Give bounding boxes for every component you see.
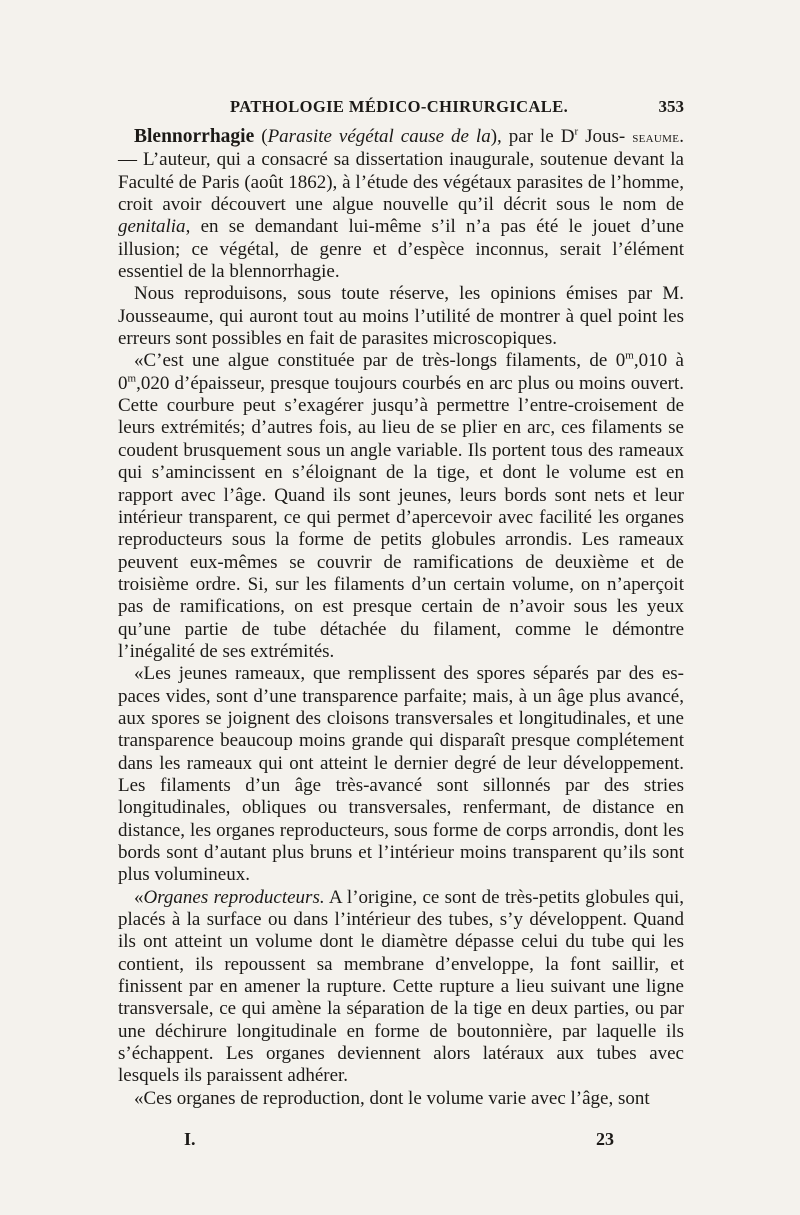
paragraph-organes (118, 887, 684, 1088)
page-header (118, 97, 684, 121)
paragraph-text: , en se demandant lui-même s’il n’a pas été le jouet d’une illusion; ce végétal, de genre et d’espèce inconnus, serait l’élément essentiel de la blennorrhagie. (118, 216, 684, 283)
page-number: 353 (658, 97, 684, 116)
paragraph-reserve: Nous reproduisons, sous toute réserve, les opinions émises par M. Jousseaume, qui auront tout au moins l’utilité de montrer à quel point les erreurs sont possibles en fait de parasites microscopiques. (118, 283, 684, 350)
paragraph-text: . — L’auteur, qui a consacré sa dissertation inaugurale, soutenue devant la Faculté de Paris (août 1862), à l’étude des végétaux parasites de l’homme, croit avoir découvert une algue nouvelle qu’il décrit sous le nom de (118, 126, 684, 216)
meter-superscript: m (127, 372, 137, 385)
paragraph-reproduction: «Ces organes de reproduction, dont le volume varie avec l’âge, sont (134, 1087, 650, 1109)
sheet-number: 23 (596, 1129, 614, 1149)
paragraph-blennorrhagie (118, 126, 684, 283)
paragraph-text: A l’origine, ce sont de très-petits globules qui, placés à la surface ou dans l’intérieur des tubes, s’y développent. Quand ils ont atteint un volume dont le diamètre dépasse celui du tube qui les contient, ils repoussent sa membrane d’enveloppe, la font saillir, et finissent par en amener la rupture. Cette rupture a lieu suivant une ligne transversale, ce qui amène la séparation de la tige en deux parties, ou par une déchirure longitudinale en forme de boutonnière, par laquelle ils s’échappent. Les organes deviennent alors latéraux aux tubes avec lesquels ils paraissent adhérer. (118, 886, 685, 1087)
author-name-start: Jous- (578, 126, 626, 147)
paren-open: ( (254, 126, 268, 147)
paragraph-jeunes-rameaux: «Les jeunes rameaux, que remplissent des spores séparés par des espaces vides, sont d’une transparence parfaite; mais, à un âge plus avancé, aux spores se joignent des cloisons transversales et longitudinales, et une transparence beaucoup moins grande qui disparaît presque complétement dans les rameaux qui ont atteint le dernier degré de leur développement. Les filaments d’un âge très-avancé sont sillonnés par des stries longitudinales, obliques ou transversales, renfermant, de distance en distance, les organes reproducteurs, sous forme de corps arrondis, dont les bords sont d’autant plus bruns et l’intérieur moins transparent qu’ils sont plus volumineux. (118, 663, 684, 886)
page-footer (184, 1129, 614, 1153)
meter-superscript: m (625, 350, 634, 363)
paragraph-text: ,020 d’épaisseur, presque toujours courbés en arc plus ou moins ouvert. Cette courbure peut s’exagérer jusqu’à permettre l’entre-croisement de leurs extrémités; d’autres fois, au lieu de se plier en arc, ces filaments se coudent brusquement sous un angle variable. Ils portent tous des rameaux qui s’amincissent en s’éloignant de la tige, et dont le volume est en rapport avec l’âge. Quand ils sont jeunes, leurs bords sont nets et leur intérieur transparent, ce qui permet d’apercevoir avec facilité les organes reproducteurs sous la forme de petits globules arrondis. Les rameaux peuvent eux-mêmes se couvrir de ramifications de deuxième et de troisième ordre. Si, sur les filaments d’un certain volume, on n’aperçoit pas de ramifications, on est presque certain de n’avoir sous les yeux qu’une partie de tube détachée du filament, comme le démontre l’inégalité de ses extrémités. (118, 372, 684, 662)
genitalia-term: genitalia (118, 216, 186, 238)
author-name-end: seaume (632, 129, 680, 146)
paren-close: ), par le D (490, 126, 575, 147)
article-subtitle: Parasite végétal cause de la (267, 126, 491, 147)
section-heading-organes: Organes reproducteurs. (143, 886, 325, 908)
dr-superscript: r (574, 125, 579, 138)
paragraph-text: ,010 à 0 (118, 350, 684, 394)
running-title: PATHOLOGIE MÉDICO-CHIRURGICALE. (230, 97, 569, 116)
paragraph-algue (118, 350, 684, 663)
quote-mark: « (134, 886, 144, 908)
body-text (118, 126, 684, 1110)
signature-mark: I. (184, 1129, 196, 1149)
paragraph-text: «C’est une algue constituée par de très-longs filaments, de 0 (134, 350, 626, 372)
article-lead-title: Blennorrhagie (134, 126, 255, 147)
